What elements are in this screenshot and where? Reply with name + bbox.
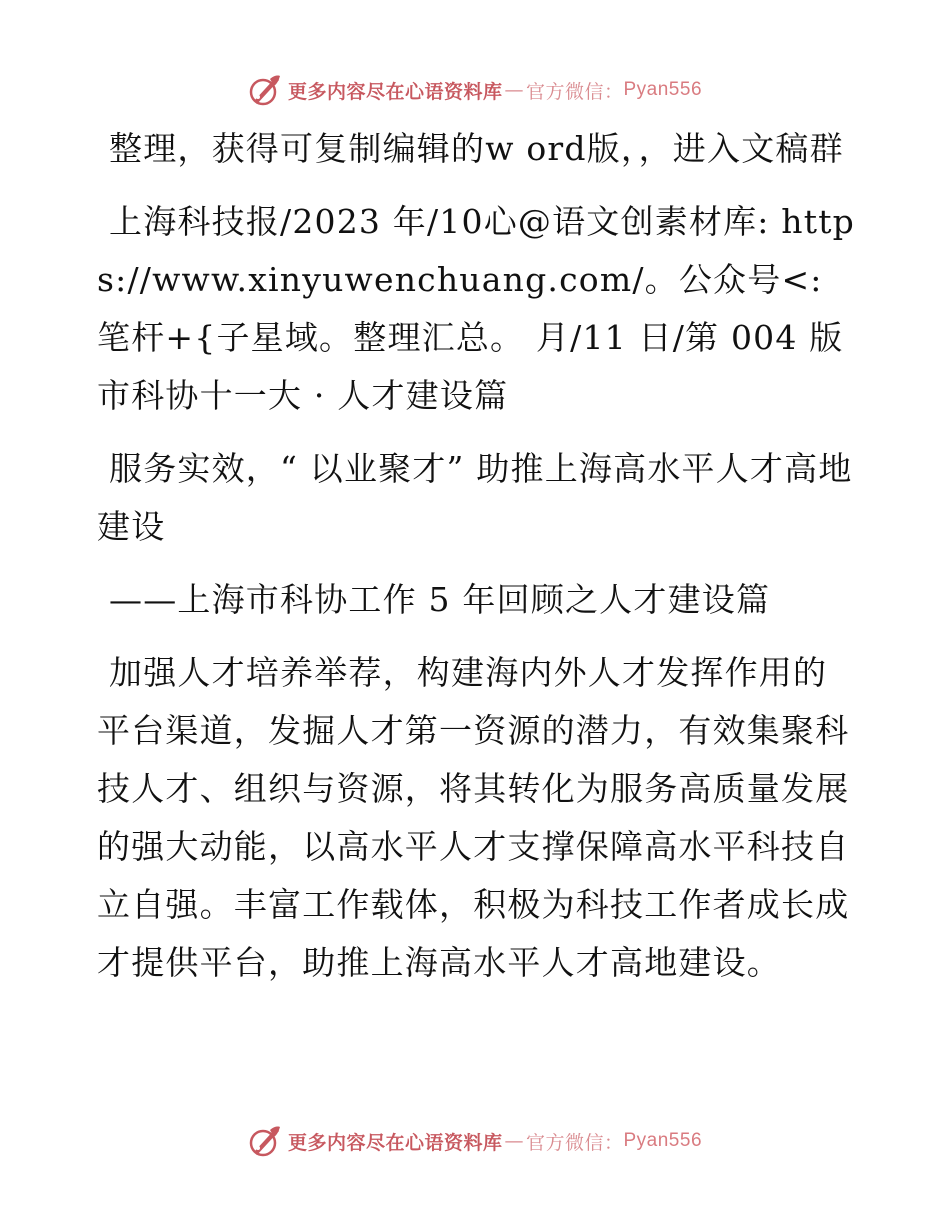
source-paragraph: 上海科技报/2023 年/10心@语文创素材库: https://www.xinyuwenchuang.com/。公众号<: 笔杆+{子星域。整理汇总。 月/11 日/第 004 版市科协十一大 · 人才建设篇: [97, 202, 856, 415]
body-paragraph: 加强人才培养举荐，构建海内外人才发挥作用的平台渠道，发掘人才第一资源的潜力，有效集聚科技人才、组织与资源，将其转化为服务高质量发展的强大动能，以高水平人才支撑保障高水平科技自立自强。丰富工作载体，积极为科技工作者成长成才提供平台，助推上海高水平人才高地建设。: [97, 653, 850, 982]
header-wechat-account: Pyan556: [623, 79, 703, 100]
header-separator: —: [504, 79, 524, 101]
footer-watermark-banner: [0, 1121, 950, 1161]
header-brand-text: 更多内容尽在心语资料库: [287, 80, 503, 103]
header-wechat-label: 官方微信：: [525, 80, 624, 103]
footer-wechat-account: Pyan556: [623, 1130, 703, 1151]
intro-paragraph: 整理，获得可复制编辑的w ord版，，进入文稿群: [109, 129, 844, 168]
footer-separator: —: [504, 1130, 524, 1152]
article-title: 服务实效，“ 以业聚才” 助推上海高水平人才高地建设: [97, 449, 853, 546]
document-body: [97, 120, 857, 1007]
article-subtitle: ——上海市科协工作 5 年回顾之人才建设篇: [109, 580, 771, 619]
footer-brand-text: 更多内容尽在心语资料库: [287, 1131, 503, 1154]
header-watermark-banner: [0, 70, 950, 110]
footer-wechat-label: 官方微信：: [525, 1131, 624, 1154]
quill-pen-logo-icon: [248, 1124, 282, 1158]
quill-pen-logo-icon: [248, 73, 282, 107]
